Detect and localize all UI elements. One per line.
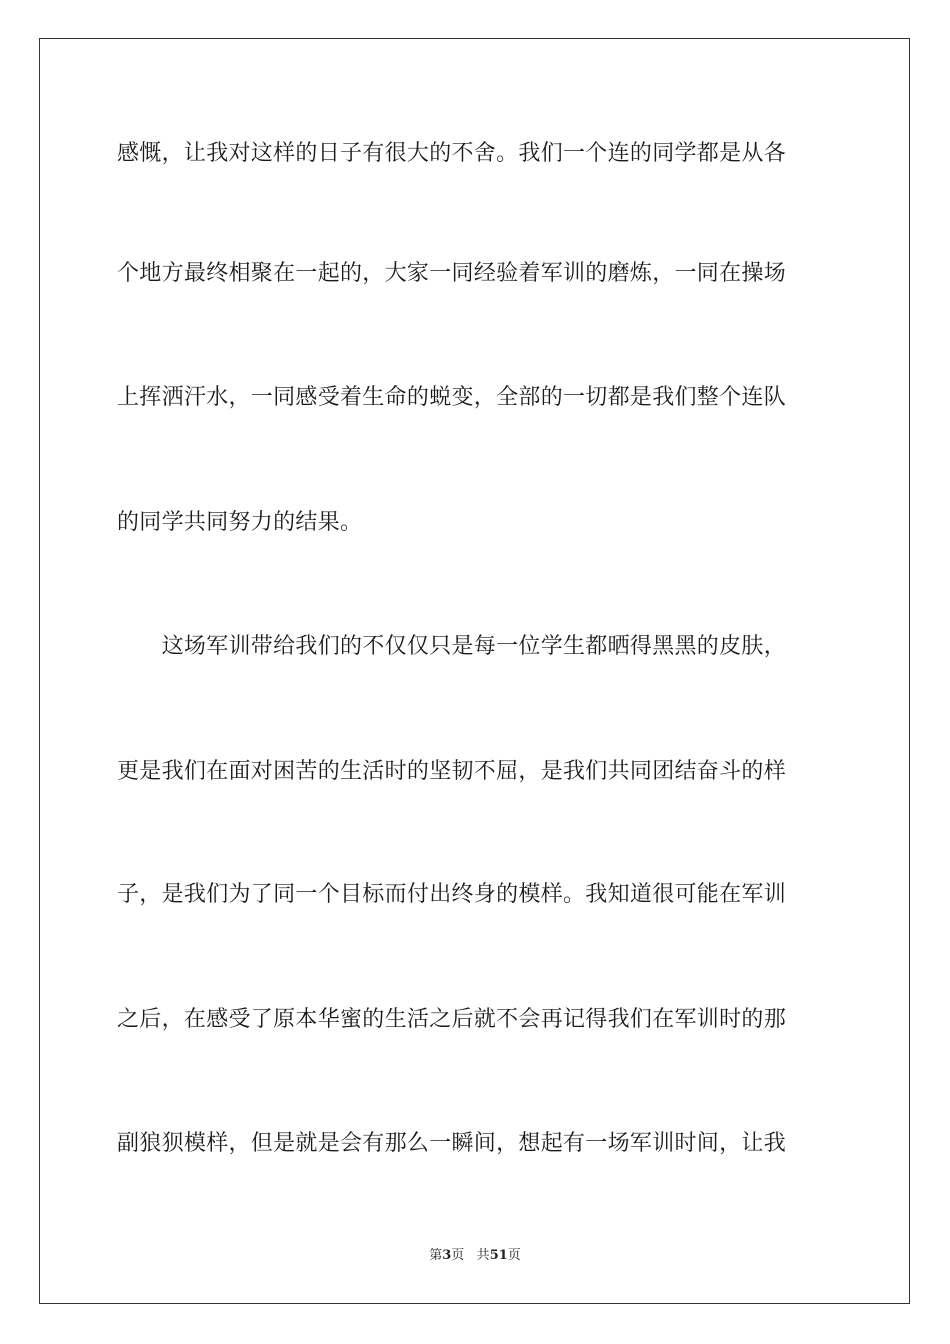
text-line-8: 之后，在感受了原本华蜜的生活之后就不会再记得我们在军训时的那 xyxy=(117,1007,787,1032)
text-line-3: 上挥洒汗水，一同感受着生命的蜕变，全部的一切都是我们整个连队 xyxy=(117,385,787,410)
text-line-7: 子，是我们为了同一个目标而付出终身的模样。我知道很可能在军训 xyxy=(117,882,787,907)
page-number: 3 xyxy=(442,1248,452,1263)
total-prefix: 共 xyxy=(476,1248,490,1263)
text-line-4: 的同学共同努力的结果。 xyxy=(117,510,363,535)
text-line-9: 副狼狈模样，但是就是会有那么一瞬间，想起有一场军训时间，让我 xyxy=(117,1131,787,1156)
text-line-2: 个地方最终相聚在一起的，大家一同经验着军训的磨炼，一同在操场 xyxy=(117,261,787,286)
page-border xyxy=(39,38,910,1304)
text-line-6: 更是我们在面对困苦的生活时的坚韧不屈，是我们共同团结奋斗的样 xyxy=(117,759,787,784)
page-prefix: 第 xyxy=(429,1248,443,1263)
total-suffix: 页 xyxy=(507,1248,521,1263)
text-line-1: 感慨，让我对这样的日子有很大的不舍。我们一个连的同学都是从各 xyxy=(117,141,787,166)
text-line-5: 这场军训带给我们的不仅仅只是每一位学生都晒得黑黑的皮肤， xyxy=(117,634,787,659)
page-footer xyxy=(0,1248,950,1264)
page-suffix: 页 xyxy=(451,1248,465,1263)
total-pages: 51 xyxy=(489,1248,508,1263)
